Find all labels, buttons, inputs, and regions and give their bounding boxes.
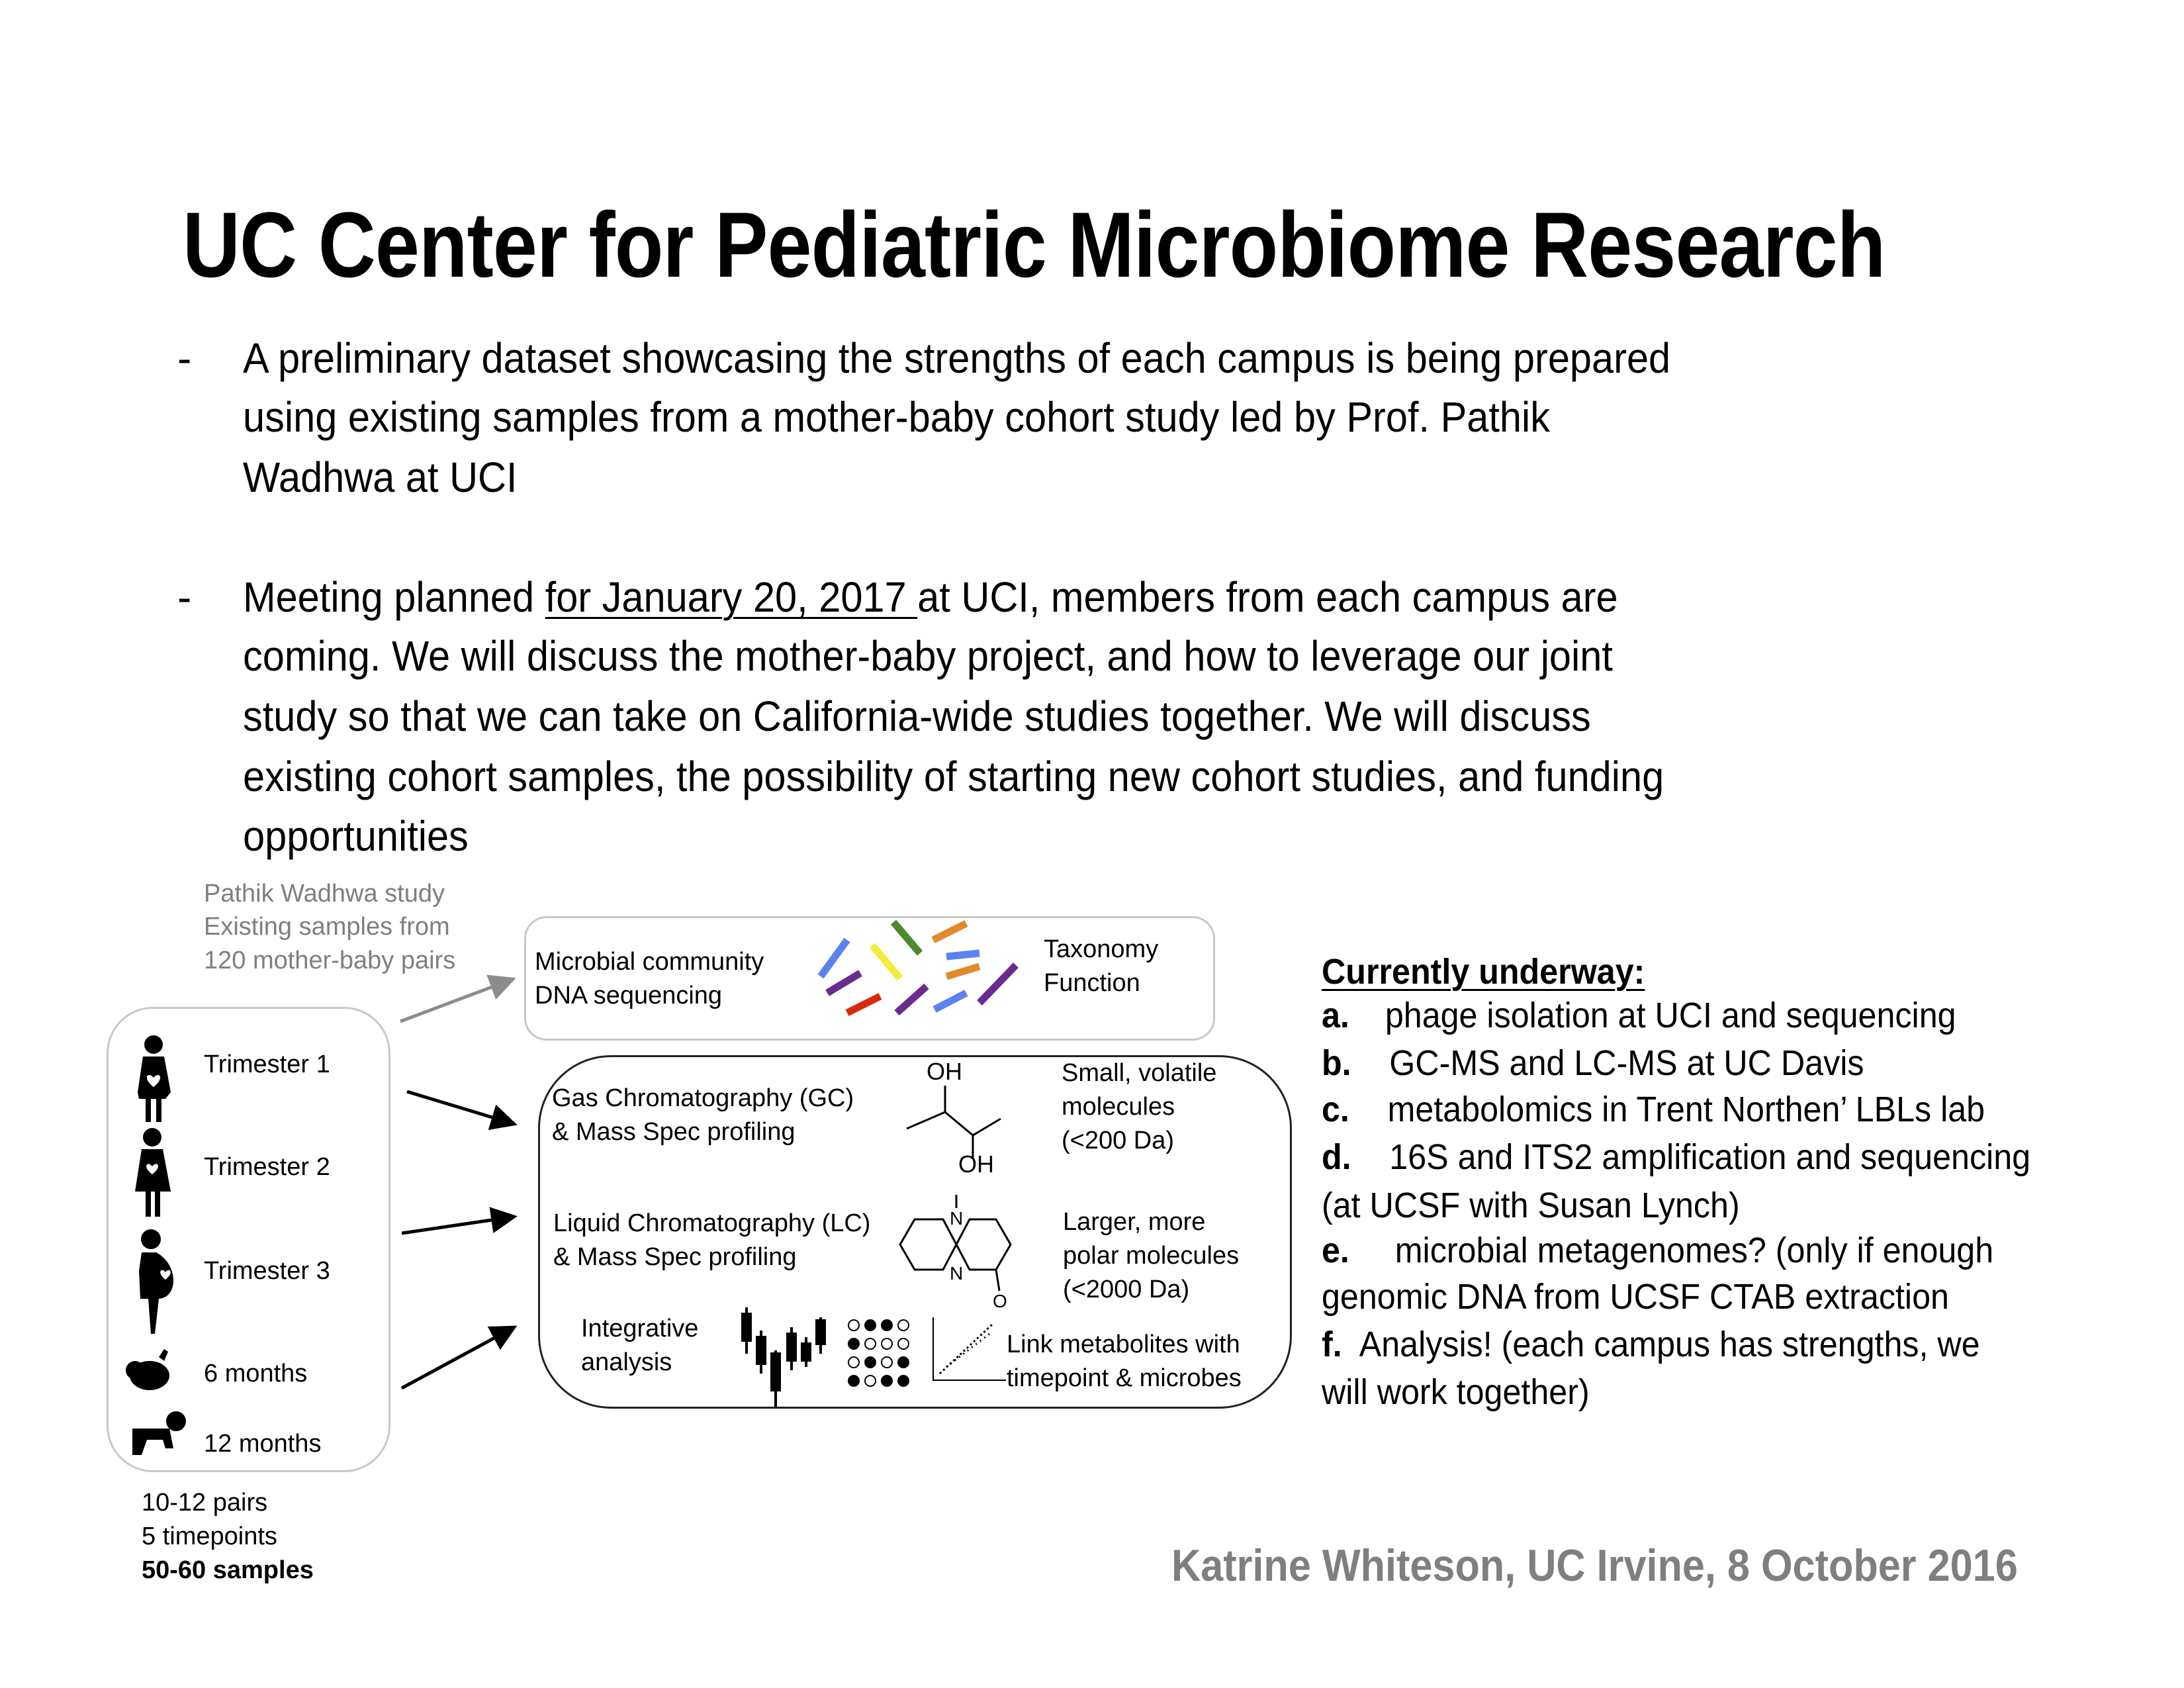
bullet-2-line: study so that we can take on California-wide studies together. We will discuss xyxy=(243,692,1591,740)
underway-item-cont: will work together) xyxy=(1322,1372,1590,1412)
gc-desc: Small, volatile xyxy=(1062,1059,1217,1087)
page-title: UC Center for Pediatric Microbiome Research xyxy=(183,193,1886,297)
item-marker: d. xyxy=(1322,1137,1351,1177)
sequencing-method: DNA sequencing xyxy=(535,982,723,1009)
underway-item xyxy=(1322,1086,1985,1133)
footer-credit: Katrine Whiteson, UC Irvine, 8 October 2016 xyxy=(1171,1540,2018,1591)
pairs-count: 10-12 pairs xyxy=(142,1489,268,1517)
arrow-to-sequencing xyxy=(400,979,513,1021)
item-text: phage isolation at UCI and sequencing xyxy=(1385,996,1956,1035)
study-note-line: Existing samples from xyxy=(204,913,450,941)
timepoint-label: Trimester 2 xyxy=(204,1153,330,1181)
item-marker: b. xyxy=(1322,1043,1351,1083)
item-text: Analysis! (each campus has strengths, we xyxy=(1359,1325,1980,1364)
pregnant-woman-icon xyxy=(135,1128,171,1217)
bullet-2-line: coming. We will discuss the mother-baby project, and how to leverage our joint xyxy=(243,632,1613,680)
item-marker: f. xyxy=(1322,1325,1342,1364)
bullet-marker: - xyxy=(177,334,192,382)
lc-desc: (<2000 Da) xyxy=(1063,1276,1190,1303)
underway-heading: Currently underway: xyxy=(1322,952,1645,992)
pregnant-woman-icon xyxy=(139,1229,173,1334)
item-text: 16S and ITS2 amplification and sequencing xyxy=(1389,1137,2031,1177)
gc-molecule-atom: OH xyxy=(958,1150,994,1178)
underway-item-cont: genomic DNA from UCSF CTAB extraction xyxy=(1322,1277,1949,1317)
lc-molecule-atom: O xyxy=(993,1291,1007,1311)
scatter-plot-icon xyxy=(933,1317,1006,1380)
sequencing-output: Taxonomy xyxy=(1044,935,1159,963)
infant-icon xyxy=(126,1349,169,1390)
arrow-to-lc xyxy=(402,1217,514,1233)
timepoints-count: 5 timepoints xyxy=(142,1523,277,1550)
item-text: GC-MS and LC-MS at UC Davis xyxy=(1389,1043,1864,1083)
arrow-to-gc xyxy=(407,1092,514,1124)
item-text: microbial metagenomes? (only if enough xyxy=(1394,1231,1994,1270)
integrative-desc: timepoint & microbes xyxy=(1007,1364,1242,1392)
study-note-line: Pathik Wadhwa study xyxy=(204,880,445,908)
gc-desc: (<200 Da) xyxy=(1062,1127,1175,1154)
pregnant-woman-icon xyxy=(138,1035,171,1122)
gc-molecule-atom: OH xyxy=(927,1058,962,1085)
lc-desc: Larger, more xyxy=(1063,1208,1206,1236)
item-text: metabolomics in Trent Northen’ LBLs lab xyxy=(1387,1090,1985,1129)
phenazine-molecule-icon xyxy=(900,1195,1011,1291)
study-note-line: 120 mother-baby pairs xyxy=(204,947,456,974)
item-marker: a. xyxy=(1322,996,1349,1035)
bullet-1-line: A preliminary dataset showcasing the strengths of each campus is being prepared xyxy=(243,334,1671,382)
candlestick-chart-icon xyxy=(743,1307,825,1407)
meeting-date: for January 20, 2017 xyxy=(545,573,918,621)
integrative-desc: Link metabolites with xyxy=(1007,1331,1240,1358)
underway-item xyxy=(1322,992,1956,1039)
bullet-2-line: opportunities xyxy=(243,812,469,860)
timepoint-label: Trimester 1 xyxy=(204,1051,330,1078)
butanediol-molecule-icon xyxy=(907,1086,1001,1158)
text-segment: at UCI, members from each campus are xyxy=(917,573,1618,621)
lc-method: Liquid Chromatography (LC) xyxy=(553,1209,871,1237)
underway-item xyxy=(1322,1227,1993,1274)
network-graph-icon xyxy=(848,1320,909,1386)
gc-desc: molecules xyxy=(1062,1093,1175,1121)
bullet-2-line: existing cohort samples, the possibility of starting new cohort studies, and funding xyxy=(243,753,1664,800)
timepoint-label: Trimester 3 xyxy=(204,1257,330,1285)
item-marker: c. xyxy=(1322,1090,1349,1129)
underway-item xyxy=(1322,1134,2030,1180)
lc-desc: polar molecules xyxy=(1063,1242,1240,1270)
bullet-1-line: Wadhwa at UCI xyxy=(243,453,518,501)
sequencing-method: Microbial community xyxy=(535,948,764,976)
bacteria-bars-icon xyxy=(821,922,1016,1013)
underway-item-cont: (at UCSF with Susan Lynch) xyxy=(1322,1186,1740,1225)
timepoint-label: 6 months xyxy=(204,1360,308,1387)
integrative-label: Integrative xyxy=(581,1315,699,1342)
gc-method: & Mass Spec profiling xyxy=(552,1118,796,1146)
sequencing-output: Function xyxy=(1044,969,1140,997)
underway-item xyxy=(1322,1321,1980,1368)
lc-molecule-atom: N xyxy=(950,1208,964,1229)
lc-molecule-atom: N xyxy=(950,1263,964,1284)
lc-method: & Mass Spec profiling xyxy=(553,1243,797,1271)
arrow-to-integrative xyxy=(402,1327,514,1388)
gc-method: Gas Chromatography (GC) xyxy=(552,1084,854,1112)
integrative-label: analysis xyxy=(581,1348,672,1376)
crawling-baby-icon xyxy=(132,1411,186,1455)
text-segment: Meeting planned xyxy=(243,573,545,621)
item-marker: e. xyxy=(1322,1231,1349,1270)
timepoint-label: 12 months xyxy=(204,1430,322,1458)
samples-count: 50-60 samples xyxy=(142,1556,314,1584)
underway-item xyxy=(1322,1040,1864,1086)
bullet-1-line: using existing samples from a mother-baby cohort study led by Prof. Pathik xyxy=(243,393,1551,441)
bullet-marker: - xyxy=(177,573,192,621)
